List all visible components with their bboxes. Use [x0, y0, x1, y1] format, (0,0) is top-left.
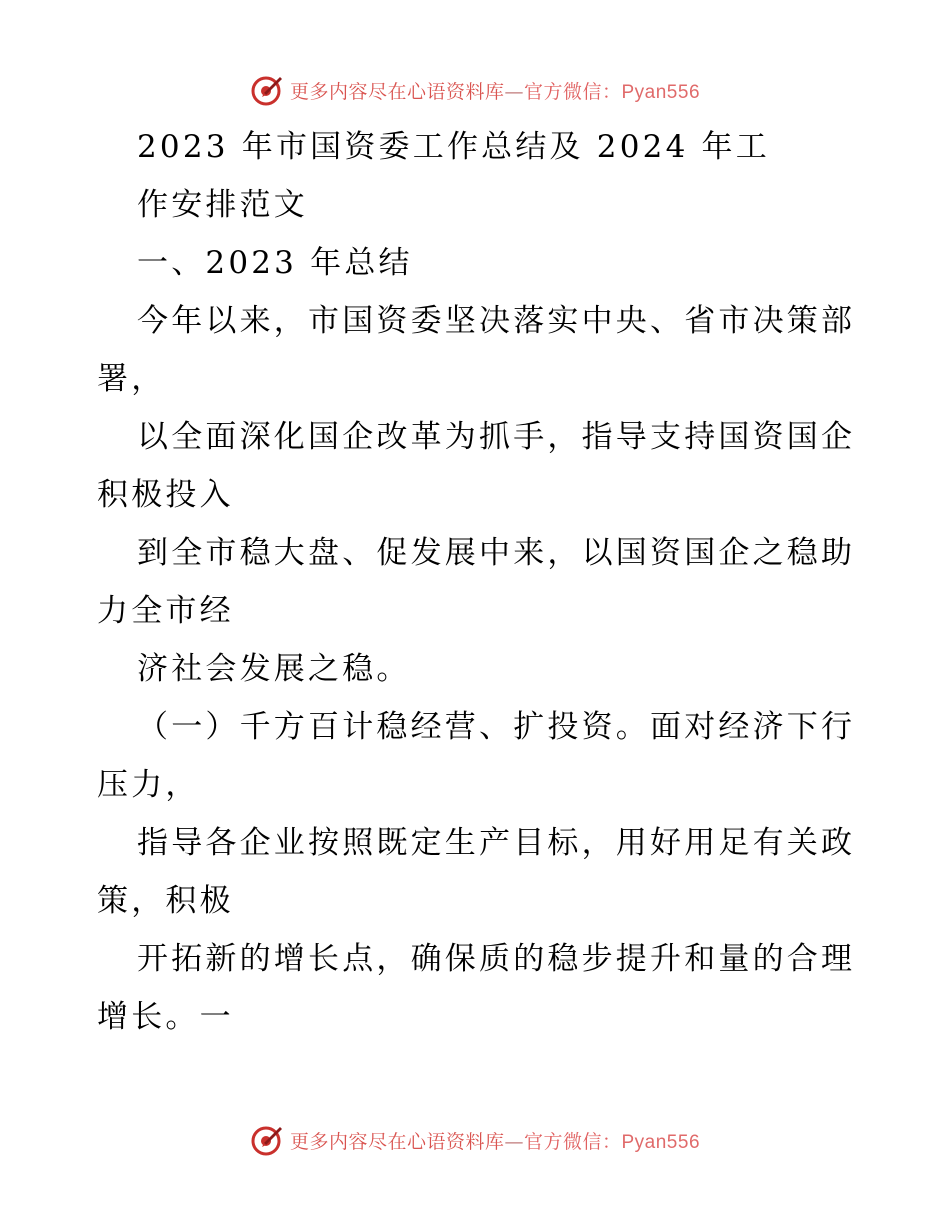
paragraph-line: 到全市稳大盘、促发展中来，以国资国企之稳助 [137, 535, 856, 571]
header-banner-wechat-id: Pyan556 [621, 81, 701, 103]
header-banner [0, 70, 950, 110]
footer-banner-main: 更多内容尽在心语资料库 [289, 1130, 505, 1153]
header-banner-dash: — [504, 80, 524, 103]
footer-banner-text [290, 1127, 700, 1154]
header-banner-wechat-label: 官方微信： [523, 80, 622, 103]
paragraph-line: 策，积极 [97, 883, 234, 919]
header-banner-text [290, 77, 700, 104]
footer-banner-wechat-label: 官方微信： [523, 1130, 622, 1153]
header-banner-main: 更多内容尽在心语资料库 [289, 80, 505, 103]
paragraph-line: 力全市经 [97, 593, 234, 629]
doc-title-line-2: 作安排范文 [137, 187, 308, 223]
footer-banner-wechat-id: Pyan556 [621, 1131, 701, 1153]
paragraph-line: 署， [97, 361, 166, 397]
paragraph-line: 增长。一 [97, 999, 234, 1035]
paragraph-line: 今年以来，市国资委坚决落实中央、省市决策部 [137, 303, 856, 339]
paragraph-line: （一）千方百计稳经营、扩投资。面对经济下行 [137, 709, 856, 745]
pen-logo-icon [250, 73, 284, 107]
paragraph-line: 开拓新的增长点，确保质的稳步提升和量的合理 [137, 941, 856, 977]
pen-logo-icon [250, 1123, 284, 1157]
document-body [97, 118, 857, 1046]
section-heading: 一、2023 年总结 [137, 245, 413, 281]
doc-title-line-1: 2023 年市国资委工作总结及 2024 年工 [137, 129, 770, 165]
paragraph-line: 以全面深化国企改革为抓手，指导支持国资国企 [137, 419, 856, 455]
footer-banner [0, 1120, 950, 1160]
paragraph-line: 济社会发展之稳。 [137, 651, 411, 687]
paragraph-line: 积极投入 [97, 477, 234, 513]
footer-banner-dash: — [504, 1130, 524, 1153]
paragraph-line: 压力， [97, 767, 200, 803]
paragraph-line: 指导各企业按照既定生产目标，用好用足有关政 [137, 825, 856, 861]
